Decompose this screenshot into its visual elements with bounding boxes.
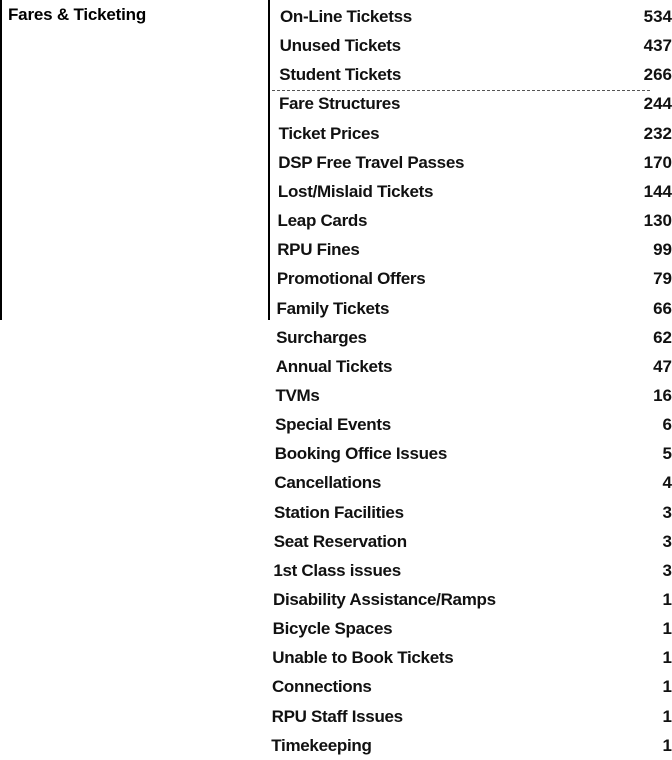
issue-count: 3 (662, 560, 672, 580)
issue-count: 144 (643, 181, 672, 201)
issue-label: On-Line Ticketss (280, 7, 412, 26)
issue-count: 232 (643, 123, 672, 143)
table-row (0, 2, 672, 31)
table-row (0, 31, 672, 60)
issue-count: 534 (643, 7, 672, 26)
table-row (0, 352, 672, 381)
issue-label: Surcharges (276, 327, 367, 347)
issue-label: DSP Free Travel Passes (278, 152, 465, 172)
table-row (0, 498, 672, 527)
issue-count: 1 (662, 735, 672, 755)
table-row (0, 119, 672, 148)
issue-count: 5 (662, 444, 672, 464)
issue-count: 79 (653, 269, 672, 289)
table-row (0, 89, 672, 118)
table-row (0, 177, 672, 206)
table-row (0, 148, 672, 177)
table-row (0, 585, 672, 614)
table-row (0, 556, 672, 585)
table-row (0, 294, 672, 323)
issue-count: 3 (662, 531, 672, 551)
issue-label: Seat Reservation (273, 531, 407, 551)
category-label: Fares & Ticketing (8, 5, 147, 24)
issue-label: Special Events (275, 415, 391, 435)
issue-label: Bicycle Spaces (272, 619, 393, 639)
table-row (0, 702, 672, 731)
table-row (0, 468, 672, 497)
issue-count: 170 (643, 152, 672, 172)
issue-count: 47 (653, 356, 672, 376)
issue-count: 99 (653, 240, 672, 260)
issue-count: 1 (662, 619, 672, 639)
issue-label: Leap Cards (277, 211, 368, 231)
table-row (0, 614, 672, 643)
table-row (0, 381, 672, 410)
issue-label: Timekeeping (271, 735, 372, 755)
table-row (0, 439, 672, 468)
issue-label: TVMs (275, 385, 320, 405)
table-row (0, 527, 672, 556)
issue-label: Annual Tickets (275, 356, 393, 376)
table-row (0, 264, 672, 293)
issue-label: Family Tickets (276, 298, 390, 318)
issue-count: 130 (643, 211, 672, 231)
issue-label: Station Facilities (274, 502, 404, 522)
issue-label: Student Tickets (279, 65, 402, 85)
issue-label: Lost/Mislaid Tickets (277, 181, 434, 201)
issue-count: 3 (662, 502, 672, 522)
table-row (0, 731, 672, 760)
table-row (0, 672, 672, 701)
issue-count: 66 (653, 298, 672, 318)
issue-count: 1 (662, 648, 672, 668)
table-row (0, 206, 672, 235)
issue-label: Booking Office Issues (274, 444, 447, 464)
issue-label: Unable to Book Tickets (272, 648, 454, 668)
issue-count: 16 (653, 385, 672, 405)
issue-label: 1st Class issues (273, 560, 401, 580)
table-row (0, 60, 672, 89)
issue-count: 437 (643, 36, 672, 56)
issue-label: Connections (271, 677, 372, 697)
issue-count: 62 (653, 327, 672, 347)
issue-count: 1 (662, 590, 672, 609)
table-row (0, 323, 672, 352)
issue-label: Promotional Offers (276, 269, 426, 289)
issue-count: 1 (662, 706, 672, 726)
issue-label: Unused Tickets (279, 36, 401, 56)
table-row (0, 410, 672, 439)
issue-label: Ticket Prices (278, 123, 380, 143)
issue-count: 244 (643, 94, 672, 114)
issue-count: 266 (643, 65, 672, 85)
issue-label: Fare Structures (278, 94, 401, 114)
issue-label: Cancellations (274, 473, 382, 493)
table-row (0, 643, 672, 672)
issue-count: 1 (662, 677, 672, 697)
issue-count: 4 (662, 473, 672, 493)
issue-label: Disability Assistance/Ramps (273, 590, 496, 609)
issue-count: 6 (662, 415, 672, 435)
issue-label: RPU Fines (277, 240, 360, 260)
table-row (0, 235, 672, 264)
issue-label: RPU Staff Issues (271, 706, 403, 726)
